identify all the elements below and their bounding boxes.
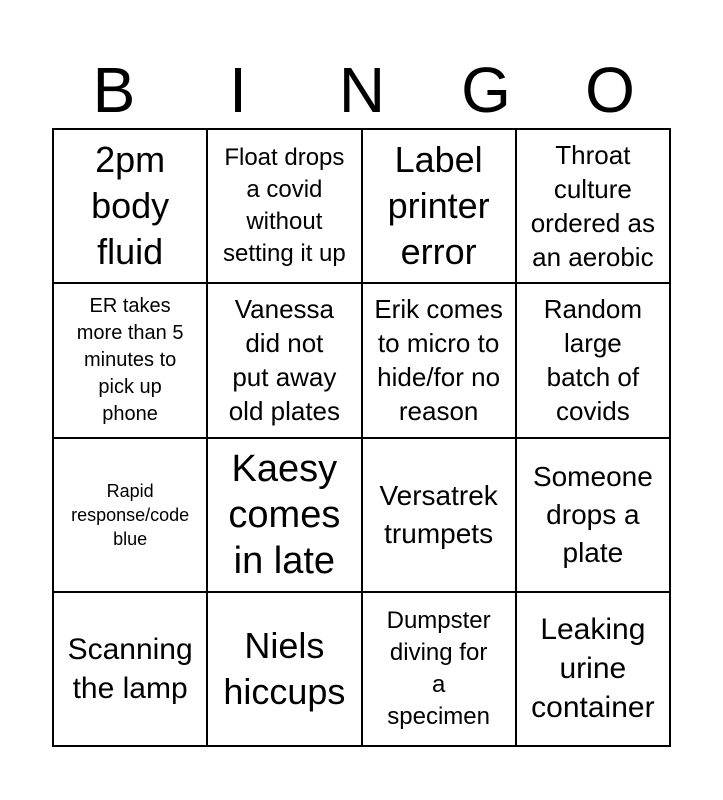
bingo-cell[interactable]: 2pm body fluid: [53, 129, 207, 283]
bingo-cell[interactable]: Leaking urine container: [516, 592, 670, 746]
bingo-cell[interactable]: Throat culture ordered as an aerobic: [516, 129, 670, 283]
header-letter-i: I: [229, 54, 247, 126]
bingo-cell[interactable]: ER takes more than 5 minutes to pick up phone: [53, 283, 207, 437]
bingo-cell[interactable]: Vanessa did not put away old plates: [207, 283, 361, 437]
bingo-cell[interactable]: Erik comes to micro to hide/for no reason: [362, 283, 516, 437]
bingo-cell[interactable]: Niels hiccups: [207, 592, 361, 746]
bingo-cell[interactable]: Label printer error: [362, 129, 516, 283]
bingo-cell[interactable]: Random large batch of covids: [516, 283, 670, 437]
header-letter-b: B: [92, 54, 136, 126]
header-letter-o: O: [585, 54, 635, 126]
bingo-cell[interactable]: Versatrek trumpets: [362, 438, 516, 592]
bingo-cell[interactable]: Dumpster diving for a specimen: [362, 592, 516, 746]
bingo-cell[interactable]: Kaesy comes in late: [207, 438, 361, 592]
bingo-cell[interactable]: Scanning the lamp: [53, 592, 207, 746]
header-letter-g: G: [461, 54, 511, 126]
header-letter-n: N: [338, 54, 386, 126]
bingo-header: [52, 52, 672, 128]
bingo-card: [52, 128, 671, 747]
bingo-cell[interactable]: Rapid response/code blue: [53, 438, 207, 592]
bingo-cell[interactable]: Float drops a covid without setting it up: [207, 129, 361, 283]
bingo-cell[interactable]: Someone drops a plate: [516, 438, 670, 592]
